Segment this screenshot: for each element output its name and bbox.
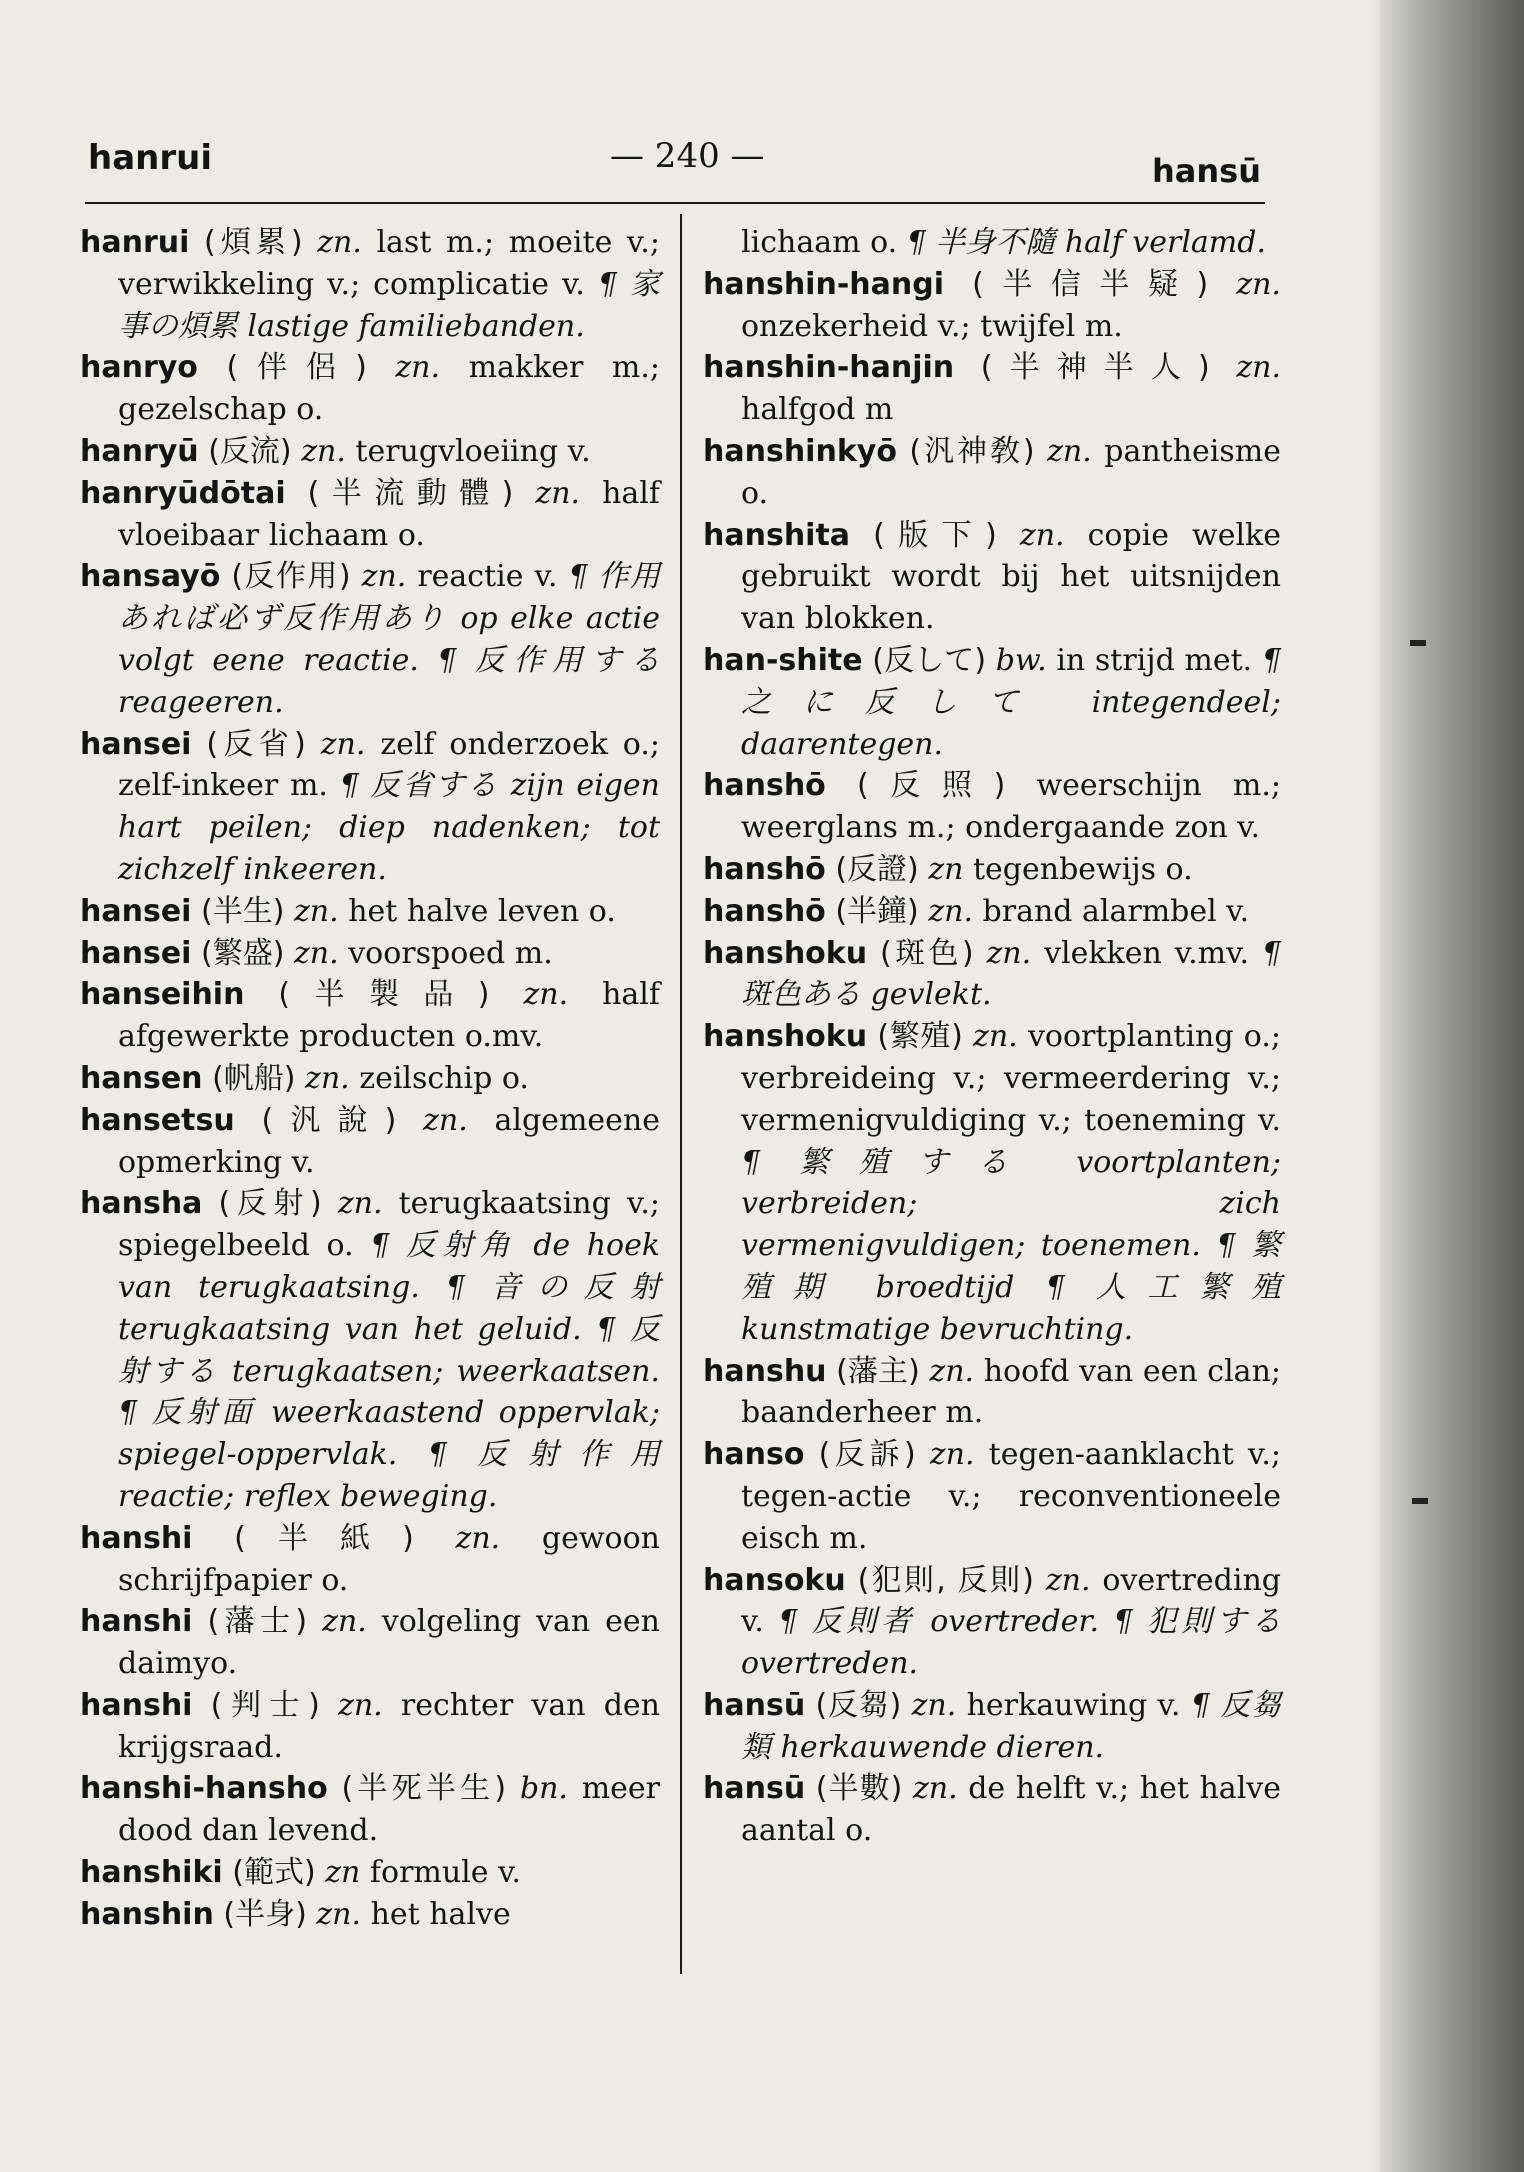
- kanji: (反作用): [231, 559, 351, 595]
- part-of-speech: zn: [928, 851, 964, 887]
- part-of-speech: zn.: [928, 893, 973, 929]
- dictionary-entry: [80, 974, 660, 1058]
- kanji: (反流): [208, 433, 292, 469]
- part-of-speech: zn.: [929, 1437, 975, 1473]
- kanji: (範式): [232, 1855, 316, 1891]
- dictionary-entry: [703, 933, 1281, 1017]
- headword: hanshita: [703, 517, 851, 553]
- page-edge-mark: [1412, 1498, 1428, 1504]
- kanji: (版下): [873, 517, 997, 553]
- dictionary-entry-continuation: [703, 222, 1281, 264]
- example: ¶ 反省する zijn eigen hart peilen; diep nadenken; tot zichzelf inkeeren.: [118, 768, 660, 887]
- kanji: (反訴): [818, 1437, 916, 1473]
- headword: hansetsu: [80, 1102, 235, 1138]
- kanji: (反照): [856, 768, 1006, 804]
- part-of-speech: zn.: [1236, 266, 1281, 302]
- part-of-speech: zn.: [986, 935, 1032, 971]
- definition: volgeling van een daimyo.: [118, 1604, 660, 1682]
- definition: gewoon schrijfpapier o.: [118, 1520, 660, 1598]
- definition: lichaam o.: [741, 225, 898, 260]
- headword: hanshoku: [703, 935, 868, 971]
- dictionary-entry: [80, 1852, 660, 1894]
- definition: herkauwing v.: [966, 1687, 1181, 1723]
- part-of-speech: zn.: [395, 350, 441, 386]
- headword: hanshi: [80, 1520, 193, 1556]
- dictionary-entry: [703, 849, 1281, 891]
- dictionary-entry: [80, 724, 660, 891]
- dictionary-entry: [80, 1058, 660, 1100]
- definition: voorspoed m.: [348, 935, 553, 971]
- definition: half afgewerkte producten o.mv.: [118, 977, 660, 1055]
- dictionary-entry: [80, 1768, 660, 1852]
- example: ¶ 反射角 de hoek van terugkaatsing. ¶ 音の反射 terugkaatsing van het geluid. ¶ 反射する terugkaatsen; weerkaatsen. ¶ 反射面 weerkaastend oppervlak; spiegel-oppervlak. ¶ 反射作用 reactie; reflex beweging.: [118, 1228, 661, 1514]
- kanji: (半生): [201, 893, 285, 929]
- kanji: (煩累): [204, 225, 303, 260]
- headword: hanshin: [80, 1896, 214, 1932]
- dictionary-entry: [703, 1560, 1281, 1685]
- part-of-speech: zn.: [293, 893, 339, 929]
- part-of-speech: zn.: [912, 1771, 958, 1807]
- kanji: (半信半疑): [972, 266, 1209, 302]
- example: ¶ 半身不隨 half verlamd.: [906, 225, 1266, 260]
- definition: zelf onderzoek o.; zelf-inkeer m.: [118, 726, 660, 804]
- headword: hanshō: [703, 851, 826, 887]
- headword: hansei: [80, 726, 192, 762]
- kanji: (犯則, 反則): [857, 1562, 1034, 1598]
- definition: formule v.: [369, 1855, 521, 1891]
- kanji: (藩主): [836, 1353, 920, 1389]
- headword: hanshō: [703, 768, 826, 804]
- headword: hanryūdōtai: [80, 475, 286, 511]
- kanji: (繁殖): [877, 1019, 963, 1055]
- kanji: (汎神敎): [909, 433, 1035, 469]
- dictionary-entry: [703, 765, 1281, 849]
- kanji: (反して): [872, 642, 987, 678]
- part-of-speech: zn.: [423, 1102, 468, 1138]
- definition: onzekerheid v.; twijfel m.: [741, 308, 1123, 344]
- dictionary-entry: [703, 1351, 1281, 1435]
- kanji: (反射): [218, 1186, 322, 1222]
- running-head-left: hanrui: [88, 138, 212, 178]
- part-of-speech: zn.: [1045, 1562, 1091, 1598]
- kanji: (帆船): [212, 1060, 296, 1096]
- dictionary-entry: [80, 347, 660, 431]
- kanji: (反芻): [815, 1687, 902, 1723]
- headword: hansoku: [703, 1562, 846, 1598]
- headword: hanseihin: [80, 977, 245, 1013]
- definition: reactie v.: [417, 559, 558, 595]
- kanji: (斑色): [880, 935, 974, 971]
- dictionary-entry: [80, 891, 660, 933]
- kanji: (判士): [210, 1687, 320, 1723]
- kanji: (半製品): [278, 977, 490, 1013]
- headword: hanshoku: [703, 1019, 868, 1055]
- part-of-speech: zn.: [911, 1687, 957, 1723]
- definition: de helft v.; het halve aantal o.: [741, 1771, 1281, 1849]
- definition: het halve leven o.: [348, 893, 616, 929]
- running-head-right: hansū: [1152, 152, 1261, 190]
- part-of-speech: zn.: [322, 1604, 367, 1640]
- example: ¶ 之に反して integendeel; daarentegen.: [741, 642, 1281, 762]
- dictionary-entry: [703, 891, 1281, 933]
- definition: half vloeibaar lichaam o.: [118, 475, 660, 553]
- column-divider: [680, 214, 682, 1974]
- definition: overtreding v.: [741, 1562, 1281, 1640]
- example: ¶ 反芻類 herkauwende dieren.: [741, 1687, 1281, 1765]
- dictionary-entry: [703, 347, 1281, 431]
- part-of-speech: bw.: [995, 642, 1047, 678]
- headword: hansha: [80, 1186, 203, 1222]
- dictionary-entry: [703, 1016, 1281, 1350]
- dictionary-entry: [80, 1601, 660, 1685]
- definition: pantheisme o.: [741, 433, 1281, 511]
- dictionary-entry: [703, 264, 1281, 348]
- headword: hanshin-hangi: [703, 266, 944, 302]
- page-edge-shadow: [1380, 0, 1524, 2172]
- headword: hanshin-hanjin: [703, 350, 955, 386]
- part-of-speech: zn.: [320, 726, 366, 762]
- dictionary-entry: [703, 1768, 1281, 1852]
- part-of-speech: zn.: [317, 225, 362, 260]
- kanji: (半流動體): [307, 475, 514, 511]
- part-of-speech: zn.: [1236, 350, 1281, 386]
- kanji: (反證): [835, 851, 919, 887]
- headword: hansū: [703, 1771, 806, 1807]
- kanji: (半紙): [234, 1520, 414, 1556]
- dictionary-entry: [703, 431, 1281, 515]
- example: ¶ 家事の煩累 lastige familiebanden.: [118, 266, 660, 344]
- part-of-speech: zn.: [973, 1019, 1018, 1055]
- headword: hanshi: [80, 1604, 193, 1640]
- headword: hansayō: [80, 559, 221, 595]
- headword: hanshiki: [80, 1855, 223, 1891]
- definition: terugvloeiing v.: [355, 433, 591, 469]
- definition: meer dood dan levend.: [118, 1771, 660, 1849]
- kanji: (繁盛): [201, 935, 285, 971]
- dictionary-entry: [80, 1183, 660, 1517]
- part-of-speech: zn.: [301, 433, 346, 469]
- headword: hansei: [80, 935, 192, 971]
- definition: last m.; moeite v.; verwikkeling v.; complicatie v.: [118, 225, 660, 302]
- part-of-speech: zn.: [535, 475, 581, 511]
- kanji: (半數): [815, 1771, 903, 1807]
- kanji: (藩士): [207, 1604, 308, 1640]
- dictionary-entry: [80, 431, 660, 473]
- definition: rechter van den krijgsraad.: [118, 1687, 660, 1765]
- headword: hansū: [703, 1687, 806, 1723]
- definition: halfgod m: [741, 392, 894, 428]
- example: ¶ 反則者 overtreder. ¶ 犯則する overtreden.: [741, 1604, 1281, 1682]
- headword: hanshu: [703, 1353, 827, 1389]
- dictionary-entry: [80, 556, 660, 723]
- dictionary-entry: [80, 1894, 660, 1936]
- part-of-speech: zn.: [1047, 433, 1092, 469]
- definition: in strijd met.: [1056, 642, 1253, 678]
- example: ¶ 繁殖する voortplanten; verbreiden; zich vermenigvuldigen; toenemen. ¶ 繁殖期 broedtijd ¶ 人工繁殖 kunstmatige bevruchting.: [741, 1144, 1281, 1347]
- definition: het halve: [370, 1896, 511, 1932]
- example: ¶ 斑色ある gevlekt.: [741, 935, 1282, 1013]
- headword: hansei: [80, 893, 192, 929]
- definition: hoofd van een clan; baanderheer m.: [741, 1353, 1281, 1431]
- part-of-speech: zn.: [293, 935, 339, 971]
- definition: copie welke gebruikt wordt bij het uitsnijden van blokken.: [741, 517, 1281, 637]
- part-of-speech: zn.: [305, 1060, 350, 1096]
- definition: algemeene opmerking v.: [118, 1102, 660, 1180]
- kanji: (半身): [223, 1896, 307, 1932]
- definition: vlekken v.mv.: [1044, 935, 1249, 971]
- headword: hanso: [703, 1437, 805, 1473]
- dictionary-entry: [703, 1434, 1281, 1559]
- dictionary-entry: [703, 640, 1281, 765]
- part-of-speech: zn.: [523, 977, 569, 1013]
- part-of-speech: bn.: [519, 1771, 568, 1807]
- headword: hanryū: [80, 433, 199, 469]
- definition: tegenbewijs o.: [973, 851, 1193, 887]
- definition: tegen-aanklacht v.; tegen-actie v.; reconventioneele eisch m.: [741, 1437, 1281, 1556]
- part-of-speech: zn.: [338, 1687, 383, 1723]
- part-of-speech: zn.: [361, 559, 407, 595]
- headword: hanshō: [703, 893, 826, 929]
- kanji: (半死半生): [341, 1771, 507, 1807]
- definition: brand alarmbel v.: [982, 893, 1250, 929]
- left-column: [80, 222, 660, 1936]
- page-edge-mark: [1410, 640, 1426, 646]
- dictionary-entry: [80, 1518, 660, 1602]
- page-number: — 240 —: [610, 136, 765, 176]
- headword: hanshinkyō: [703, 433, 897, 469]
- part-of-speech: zn.: [929, 1353, 975, 1389]
- kanji: (反省): [206, 726, 306, 762]
- part-of-speech: zn.: [455, 1520, 501, 1556]
- headword: hansen: [80, 1060, 203, 1096]
- right-column: [703, 222, 1281, 1852]
- headword: hanshi-hansho: [80, 1771, 328, 1807]
- part-of-speech: zn.: [316, 1896, 362, 1932]
- part-of-speech: zn.: [337, 1186, 383, 1222]
- kanji: (伴侶): [226, 350, 367, 386]
- example: ¶ 作用あれば必ず反作用あり op elke actie volgt eene reactie. ¶ 反作用する reageeren.: [118, 559, 661, 720]
- dictionary-entry: [80, 473, 660, 557]
- part-of-speech: zn: [325, 1855, 361, 1891]
- header-rule: [85, 202, 1265, 204]
- headword: hanshi: [80, 1687, 193, 1723]
- dictionary-entry: [703, 515, 1281, 640]
- headword: hanryo: [80, 350, 198, 386]
- definition: terugkaatsing v.; spiegelbeeld o.: [118, 1186, 660, 1264]
- part-of-speech: zn.: [1019, 517, 1065, 553]
- dictionary-entry: [80, 222, 660, 347]
- definition: weerschijn m.; weerglans m.; ondergaande zon v.: [741, 768, 1281, 846]
- dictionary-entry: [703, 1685, 1281, 1769]
- headword: hanrui: [80, 225, 190, 260]
- definition: makker m.; gezelschap o.: [118, 350, 660, 428]
- kanji: (半鐘): [835, 893, 919, 929]
- dictionary-entry: [80, 1100, 660, 1184]
- definition: voortplanting o.; verbreideing v.; vermeerdering v.; vermenigvuldiging v.; toeneming v.: [741, 1019, 1281, 1138]
- kanji: (半神半人): [980, 350, 1210, 386]
- dictionary-entry: [80, 1685, 660, 1769]
- headword: han-shite: [703, 642, 863, 678]
- kanji: (汎說): [261, 1102, 397, 1138]
- dictionary-entry: [80, 933, 660, 975]
- definition: zeilschip o.: [359, 1060, 529, 1096]
